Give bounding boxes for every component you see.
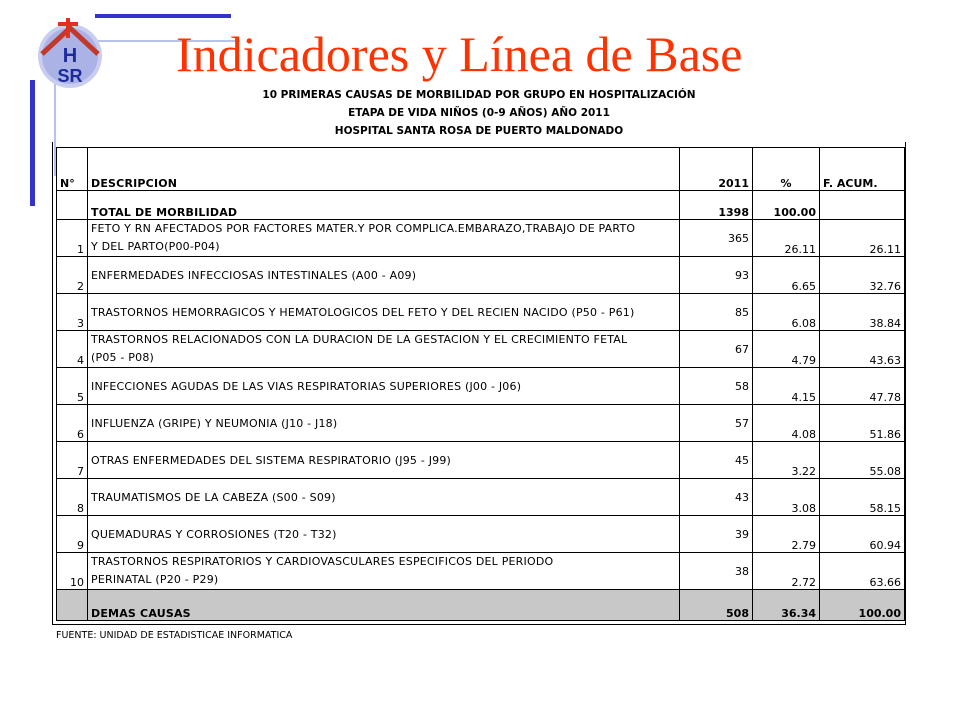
row-number: 6 bbox=[57, 405, 88, 442]
row-acum: 58.15 bbox=[820, 479, 905, 516]
header-year: 2011 bbox=[680, 148, 753, 191]
total-percent: 100.00 bbox=[753, 191, 820, 220]
row-acum: 26.11 bbox=[820, 220, 905, 257]
row-acum: 63.66 bbox=[820, 553, 905, 590]
row-percent: 3.22 bbox=[753, 442, 820, 479]
table-row bbox=[57, 442, 905, 479]
row-acum: 38.84 bbox=[820, 294, 905, 331]
row-acum: 55.08 bbox=[820, 442, 905, 479]
row-percent: 6.08 bbox=[753, 294, 820, 331]
row-percent: 6.65 bbox=[753, 257, 820, 294]
row-description-line-2: PERINATAL (P20 - P29) bbox=[91, 573, 219, 586]
row-number: 1 bbox=[57, 220, 88, 257]
row-description-line-2: (P05 - P08) bbox=[91, 351, 155, 364]
table-row bbox=[57, 331, 905, 368]
row-description: INFLUENZA (GRIPE) Y NEUMONIA (J10 - J18) bbox=[88, 405, 680, 442]
row-description: OTRAS ENFERMEDADES DEL SISTEMA RESPIRATORIO (J95 - J99) bbox=[88, 442, 680, 479]
row-number: 2 bbox=[57, 257, 88, 294]
subtitle-line-2: ETAPA DE VIDA NIÑOS (0-9 AÑOS) AÑO 2011 bbox=[348, 107, 610, 119]
row-value: 57 bbox=[680, 405, 753, 442]
row-percent: 3.08 bbox=[753, 479, 820, 516]
row-percent: 2.79 bbox=[753, 516, 820, 553]
total-row bbox=[57, 191, 905, 220]
row-value: 58 bbox=[680, 368, 753, 405]
row-description: INFECCIONES AGUDAS DE LAS VIAS RESPIRATORIAS SUPERIORES (J00 - J06) bbox=[88, 368, 680, 405]
row-description bbox=[88, 220, 680, 257]
subtitle-line-3: HOSPITAL SANTA ROSA DE PUERTO MALDONADO bbox=[334, 125, 624, 137]
header-n: N° bbox=[57, 148, 88, 191]
demas-value: 508 bbox=[680, 590, 753, 621]
row-value: 39 bbox=[680, 516, 753, 553]
demas-percent: 36.34 bbox=[753, 590, 820, 621]
row-percent: 4.15 bbox=[753, 368, 820, 405]
row-value: 365 bbox=[680, 220, 753, 257]
hospital-logo bbox=[34, 16, 106, 88]
row-description bbox=[88, 553, 680, 590]
row-description-line-1: FETO Y RN AFECTADOS POR FACTORES MATER.Y POR COMPLICA.EMBARAZO,TRABAJO DE PARTO bbox=[91, 222, 636, 235]
row-value: 45 bbox=[680, 442, 753, 479]
demas-n bbox=[57, 590, 88, 621]
row-acum: 32.76 bbox=[820, 257, 905, 294]
row-percent: 26.11 bbox=[753, 220, 820, 257]
row-description: ENFERMEDADES INFECCIOSAS INTESTINALES (A00 - A09) bbox=[88, 257, 680, 294]
row-acum: 51.86 bbox=[820, 405, 905, 442]
decorative-bar-top bbox=[95, 14, 231, 18]
table-subtitles bbox=[200, 86, 758, 140]
row-description: TRASTORNOS HEMORRAGICOS Y HEMATOLOGICOS DEL FETO Y DEL RECIEN NACIDO (P50 - P61) bbox=[88, 294, 680, 331]
source-note: FUENTE: UNIDAD DE ESTADISTICAE INFORMATICA bbox=[56, 630, 293, 641]
row-number: 8 bbox=[57, 479, 88, 516]
morbidity-table bbox=[56, 147, 905, 621]
row-value: 93 bbox=[680, 257, 753, 294]
row-acum: 43.63 bbox=[820, 331, 905, 368]
total-acum bbox=[820, 191, 905, 220]
row-value: 38 bbox=[680, 553, 753, 590]
row-value: 67 bbox=[680, 331, 753, 368]
row-percent: 4.08 bbox=[753, 405, 820, 442]
row-acum: 47.78 bbox=[820, 368, 905, 405]
row-description bbox=[88, 331, 680, 368]
row-number: 10 bbox=[57, 553, 88, 590]
table-header-row bbox=[57, 148, 905, 191]
row-percent: 2.72 bbox=[753, 553, 820, 590]
subtitle-line-1: 10 PRIMERAS CAUSAS DE MORBILIDAD POR GRUPO EN HOSPITALIZACIÓN bbox=[262, 89, 696, 101]
row-description-line-1: TRASTORNOS RELACIONADOS CON LA DURACION DE LA GESTACION Y EL CRECIMIENTO FETAL bbox=[91, 333, 628, 346]
header-descripcion: DESCRIPCION bbox=[88, 148, 680, 191]
total-value: 1398 bbox=[680, 191, 753, 220]
table-row bbox=[57, 294, 905, 331]
row-description: QUEMADURAS Y CORROSIONES (T20 - T32) bbox=[88, 516, 680, 553]
demas-label: DEMAS CAUSAS bbox=[88, 590, 680, 621]
header-f-acum: F. ACUM. bbox=[820, 148, 905, 191]
row-number: 5 bbox=[57, 368, 88, 405]
table-row bbox=[57, 368, 905, 405]
row-percent: 4.79 bbox=[753, 331, 820, 368]
row-description-line-2: Y DEL PARTO(P00-P04) bbox=[91, 240, 220, 253]
row-description-line-1: TRASTORNOS RESPIRATORIOS Y CARDIOVASCULARES ESPECIFICOS DEL PERIODO bbox=[91, 555, 554, 568]
row-number: 4 bbox=[57, 331, 88, 368]
row-value: 43 bbox=[680, 479, 753, 516]
row-acum: 60.94 bbox=[820, 516, 905, 553]
table-row bbox=[57, 220, 905, 257]
table-row bbox=[57, 516, 905, 553]
table-row bbox=[57, 257, 905, 294]
row-number: 7 bbox=[57, 442, 88, 479]
row-value: 85 bbox=[680, 294, 753, 331]
header-percent: % bbox=[753, 148, 820, 191]
demas-acum: 100.00 bbox=[820, 590, 905, 621]
decorative-bar-left bbox=[30, 80, 35, 206]
row-number: 3 bbox=[57, 294, 88, 331]
logo-letters-sr: SR bbox=[57, 66, 83, 86]
row-description: TRAUMATISMOS DE LA CABEZA (S00 - S09) bbox=[88, 479, 680, 516]
table-row bbox=[57, 553, 905, 590]
total-label: TOTAL DE MORBILIDAD bbox=[88, 191, 680, 220]
row-number: 9 bbox=[57, 516, 88, 553]
demas-causas-row bbox=[57, 590, 905, 621]
total-n bbox=[57, 191, 88, 220]
table-row bbox=[57, 405, 905, 442]
slide-title: Indicadores y Línea de Base bbox=[176, 26, 743, 82]
table-row bbox=[57, 479, 905, 516]
logo-letter-h: H bbox=[62, 45, 78, 67]
